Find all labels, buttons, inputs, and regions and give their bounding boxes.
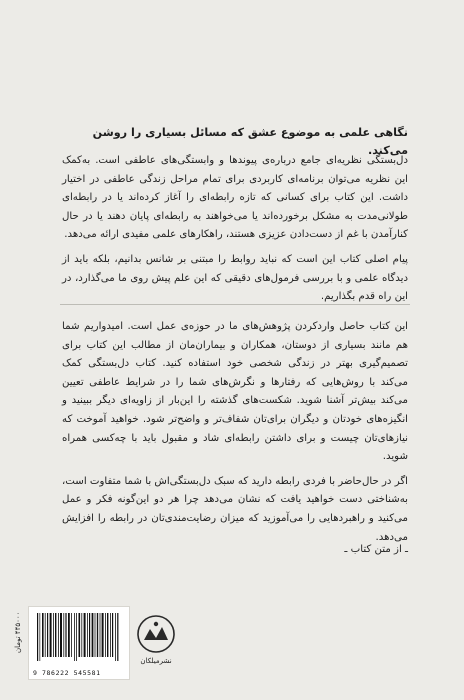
- description-block-2: [62, 318, 408, 553]
- publisher-logo-icon: [136, 614, 176, 654]
- paragraph-4: اگر در حال‌حاضر با فردی رابطه دارید که سبک دل‌بستگی‌اش با شما متفاوت است، به‌شناختی دست خواهید یافت که نشان می‌دهد چرا هر دو این‌گونه فکر و عمل می‌کنید و راهبردهایی را می‌آموزید که میزان رضایت‌مندی‌تان در رابطه را افزایش می‌دهد.: [62, 475, 408, 543]
- paragraph-1: دل‌بستگی نظریه‌ای جامع درباره‌ی پیوندها و وابستگی‌های عاطفی است. به‌کمک این نظریه می‌توان برنامه‌ای کاربردی برای تمام مراحل زندگی عاطفی در اختیار داشت. این کتاب برای کسانی که تازه رابطه‌ای را آغاز کرده‌اند یا در رابطه‌ای طولانی‌مدت به مشکل برخورده‌اند یا می‌خواهند به رابطه‌ای پایان دهند یا در حال کنارآمدن با غم از دست‌دادن عزیزی هستند، راهکارهای علمی مفیدی ارائه می‌دهد.: [62, 155, 408, 241]
- paragraph-3: این کتاب حاصل واردکردن پژوهش‌های ما در حوزه‌ی عمل است. امیدواریم شما هم مانند بسیاری از دوستان، همکاران و بیماران‌مان از مطالب این کتاب برای تصمیم‌گیری بهتر در زندگی شخصی خود استفاده کنید. کتاب دل‌بستگی کمک می‌کند با روش‌هایی که رفتارها و نگرش‌های شما را در شرایط عاطفی تعیین می‌کند بیش‌تر آشنا شوید. شکست‌های گذشته را این‌بار از زاویه‌ای دیگر ببینید و انگیزه‌های خودتان و دیگران برای‌تان شفاف‌تر و واضح‌تر شود. خواهید آموخت که نیازهای‌تان چیست و برای داشتن رابطه‌ای شاد و مقبول باید با چه‌کسی همراه شوید.: [62, 321, 408, 463]
- publisher-name: نشرمیلکان: [140, 657, 172, 665]
- paragraph-2: پیام اصلی کتاب این است که نباید روابط را مبتنی بر شانس بدانیم، بلکه باید از دیدگاه علمی و با بررسی فرمول‌های دقیقی که این علم پیش روی ما می‌گذارد، در این راه قدم بگذاریم.: [62, 253, 408, 303]
- quote-attribution: ـ از متن کتاب ـ: [344, 544, 408, 555]
- section-divider: [60, 304, 410, 305]
- headline: نگاهی علمی به موضوع عشق که مسائل بسیاری را روشن می‌کند.: [92, 126, 408, 157]
- price-label: ۴۴۵۰۰۰ تومان: [14, 612, 22, 654]
- barcode-icon: [29, 607, 129, 669]
- isbn-digits: 9 786222 545581: [33, 669, 101, 677]
- barcode: [28, 606, 130, 680]
- description-block-1: [62, 152, 408, 313]
